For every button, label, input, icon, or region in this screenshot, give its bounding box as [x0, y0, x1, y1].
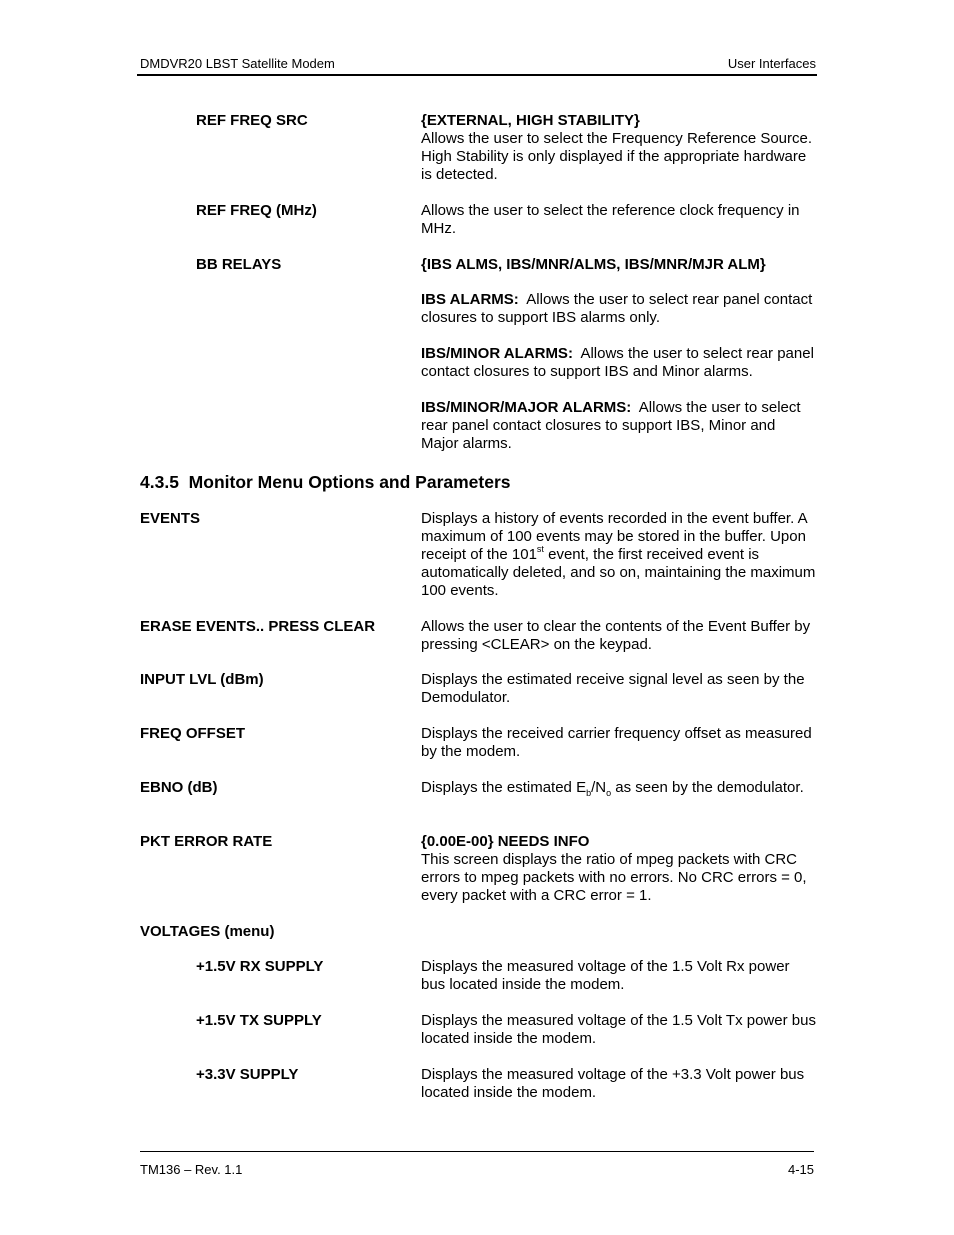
- term-pkt-error-rate: PKT ERROR RATE: [140, 833, 273, 850]
- text-ebno-sub-b: b: [586, 788, 592, 798]
- footer-page-number: 4-15: [787, 1162, 814, 1177]
- text-ebno-c: as seen by the demodulator.: [611, 779, 804, 796]
- desc-tx-supply: Displays the measured voltage of the 1.5 Volt Tx power bus located inside the modem.: [421, 1012, 816, 1047]
- desc-ibs-alarms: [421, 291, 817, 327]
- options-ref-freq-src: {EXTERNAL, HIGH STABILITY}: [421, 112, 640, 129]
- term-voltages-menu: VOLTAGES (menu): [140, 923, 275, 940]
- options-pkt-error-rate: {0.00E-00} NEEDS INFO: [421, 833, 590, 850]
- text-ebno-sub-o: o: [606, 788, 612, 798]
- label-ibs-major-alarms: IBS/MINOR/MAJOR ALARMS:: [421, 399, 632, 416]
- term-33v-supply: +3.3V SUPPLY: [196, 1066, 299, 1083]
- term-input-lvl: INPUT LVL (dBm): [140, 671, 264, 688]
- desc-erase-events: Allows the user to clear the contents of the Event Buffer by pressing <CLEAR> on the keypad.: [421, 618, 811, 653]
- desc-rx-supply: Displays the measured voltage of the 1.5 Volt Rx power bus located inside the modem.: [421, 958, 790, 993]
- header-title: DMDVR20 LBST Satellite Modem: [140, 56, 335, 71]
- label-ibs-alarms: IBS ALARMS:: [421, 291, 519, 308]
- desc-ibs-minor-alarms: [421, 345, 817, 381]
- desc-events: [421, 510, 817, 600]
- desc-33v-supply: Displays the measured voltage of the +3.3 Volt power bus located inside the modem.: [421, 1066, 805, 1101]
- text-ebno-b: /N: [591, 779, 607, 796]
- term-ref-freq-src: REF FREQ SRC: [196, 112, 308, 129]
- section-title: Monitor Menu Options and Parameters: [188, 472, 511, 492]
- term-erase-events: ERASE EVENTS.. PRESS CLEAR: [140, 618, 376, 635]
- text-ibs-minor-alarms: Allows the user to select rear panel contact closures to support IBS and Minor alarms.: [421, 345, 814, 380]
- text-events-a: Displays a history of events recorded in the event buffer. A maximum of 100 events may be stored in the buffer. Upon receipt of the 101: [421, 510, 807, 563]
- term-ref-freq-mhz: REF FREQ (MHz): [196, 202, 317, 219]
- term-events: EVENTS: [140, 510, 201, 527]
- header-rule: [137, 74, 817, 76]
- term-rx-supply: +1.5V RX SUPPLY: [196, 958, 324, 975]
- section-heading: [140, 471, 511, 493]
- header-section: User Interfaces: [727, 56, 816, 71]
- text-events-b: event, the first received event is automatically deleted, and so on, maintaining the maximum 100 events.: [421, 546, 816, 599]
- text-pkt-error-rate: This screen displays the ratio of mpeg packets with CRC errors to mpeg packets with no errors. No CRC errors = 0, every packet with a CRC error = 1.: [421, 851, 807, 904]
- options-bb-relays: {IBS ALMS, IBS/MNR/ALMS, IBS/MNR/MJR ALM}: [421, 256, 766, 273]
- term-freq-offset: FREQ OFFSET: [140, 725, 245, 742]
- desc-ibs-major-alarms: [421, 399, 817, 453]
- term-bb-relays: BB RELAYS: [196, 256, 282, 273]
- section-number: 4.3.5: [140, 472, 179, 492]
- text-ibs-alarms: Allows the user to select rear panel contact closures to support IBS alarms only.: [421, 291, 813, 326]
- desc-pkt-error-rate: [421, 833, 817, 905]
- desc-ref-freq-mhz: Allows the user to select the reference clock frequency in MHz.: [421, 202, 800, 237]
- text-events-sup: st: [536, 544, 544, 554]
- desc-ebno: [421, 779, 817, 797]
- text-ebno-a: Displays the estimated E: [421, 779, 587, 796]
- desc-input-lvl: Displays the estimated receive signal level as seen by the Demodulator.: [421, 671, 805, 706]
- text-ibs-major-alarms: Allows the user to select rear panel contact closures to support IBS, Minor and Major alarms.: [421, 399, 801, 452]
- desc-freq-offset: Displays the received carrier frequency offset as measured by the modem.: [421, 725, 812, 760]
- desc-ref-freq-src: [421, 112, 817, 184]
- footer-doc-rev: TM136 – Rev. 1.1: [140, 1162, 243, 1177]
- footer-rule: [140, 1151, 814, 1152]
- text-ref-freq-src: Allows the user to select the Frequency Reference Source. High Stability is only displayed if the appropriate hardware is detected.: [421, 130, 813, 183]
- label-ibs-minor-alarms: IBS/MINOR ALARMS:: [421, 345, 573, 362]
- term-tx-supply: +1.5V TX SUPPLY: [196, 1012, 322, 1029]
- term-ebno: EBNO (dB): [140, 779, 218, 796]
